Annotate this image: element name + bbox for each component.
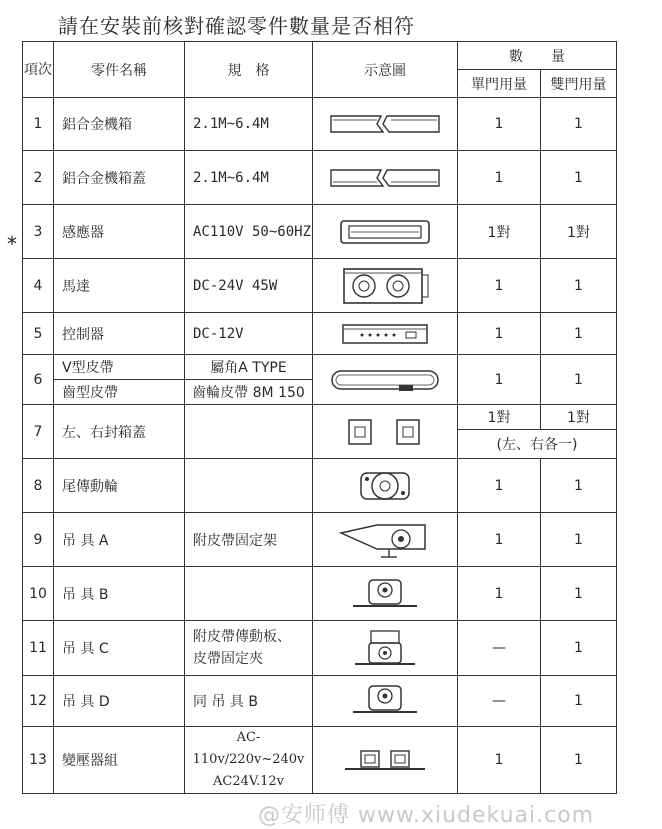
part-name: 變壓器組 (54, 727, 185, 794)
table-row (23, 676, 617, 727)
qty-double: 1 (541, 355, 617, 405)
header-single: 單門用量 (458, 70, 541, 98)
table-row (23, 151, 617, 205)
header-row (23, 42, 617, 70)
part-spec: 屬角A TYPE (185, 355, 313, 380)
table-row (23, 621, 617, 676)
table-row (23, 567, 617, 621)
table-row (23, 313, 617, 355)
item-no: 3 (23, 205, 54, 259)
item-no: 2 (23, 151, 54, 205)
part-name: 鋁合金機箱蓋 (54, 151, 185, 205)
idler-pulley-drawing (313, 459, 458, 513)
aluminum-housing-drawing (313, 98, 458, 151)
qty-double: 1 (541, 567, 617, 621)
qty-double: 1對 (541, 205, 617, 259)
qty-double: 1 (541, 676, 617, 727)
table-row (23, 98, 617, 151)
part-spec-secondary: 齒輪皮帶 8M 150 (185, 380, 313, 405)
part-spec: 2.1M~6.4M (185, 98, 313, 151)
table-row (23, 513, 617, 567)
qty-double: 1 (541, 459, 617, 513)
part-name: 吊 具 A (54, 513, 185, 567)
qty-double: 1 (541, 727, 617, 794)
item-no: 12 (23, 676, 54, 727)
qty-single: 1 (458, 567, 541, 621)
part-name: 吊 具 B (54, 567, 185, 621)
header-name: 零件名稱 (54, 42, 185, 98)
item-no: 13 (23, 727, 54, 794)
table-row (23, 355, 617, 380)
hanger-b-drawing (313, 567, 458, 621)
page-title: 請在安裝前核對確認零件數量是否相符 (58, 14, 415, 38)
qty-double: 1 (541, 151, 617, 205)
table-row (23, 405, 617, 430)
part-name: 馬達 (54, 259, 185, 313)
table-row (23, 205, 617, 259)
qty-single: 1 (458, 259, 541, 313)
item-no: 8 (23, 459, 54, 513)
header-diagram: 示意圖 (313, 42, 458, 98)
hanger-d-drawing (313, 676, 458, 727)
transformer-drawing (313, 727, 458, 794)
qty-single: 1 (458, 727, 541, 794)
part-name: 感應器 (54, 205, 185, 259)
item-no: 11 (23, 621, 54, 676)
item-no: 10 (23, 567, 54, 621)
part-name: 吊 具 C (54, 621, 185, 676)
part-name: 控制器 (54, 313, 185, 355)
star-marker: * (7, 232, 17, 256)
part-spec: 附皮帶固定架 (185, 513, 313, 567)
part-spec: 同 吊 具 B (185, 676, 313, 727)
qty-note: (左、右各一) (458, 430, 617, 459)
header-spec: 規 格 (185, 42, 313, 98)
motor-drawing (313, 259, 458, 313)
header-double: 雙門用量 (541, 70, 617, 98)
item-no: 4 (23, 259, 54, 313)
qty-single: 1 (458, 355, 541, 405)
part-spec (185, 459, 313, 513)
qty-single: 1對 (458, 205, 541, 259)
qty-single: 1 (458, 313, 541, 355)
qty-single: — (458, 676, 541, 727)
qty-single: — (458, 621, 541, 676)
hanger-a-drawing (313, 513, 458, 567)
table-row (23, 459, 617, 513)
sensor-drawing (313, 205, 458, 259)
belt-drawing (313, 355, 458, 405)
housing-cover-drawing (313, 151, 458, 205)
part-name: 左、右封箱蓋 (54, 405, 185, 459)
qty-double: 1 (541, 313, 617, 355)
qty-double: 1對 (541, 405, 617, 430)
qty-single: 1 (458, 513, 541, 567)
item-no: 1 (23, 98, 54, 151)
qty-single: 1 (458, 98, 541, 151)
watermark: @安师傅 www.xiudekuai.com (258, 803, 595, 828)
part-spec-line2: AC24V.12v (212, 774, 284, 789)
part-spec (185, 567, 313, 621)
item-no: 5 (23, 313, 54, 355)
part-spec: DC-24V 45W (185, 259, 313, 313)
parts-table (22, 41, 617, 794)
item-no: 7 (23, 405, 54, 459)
end-caps-drawing (313, 405, 458, 459)
part-spec-line1: 附皮帶傳動板、 (193, 629, 291, 645)
part-spec (185, 727, 313, 794)
header-item: 項次 (23, 42, 54, 98)
controller-drawing (313, 313, 458, 355)
qty-single: 1對 (458, 405, 541, 430)
part-name: 尾傳動輪 (54, 459, 185, 513)
part-spec: DC-12V (185, 313, 313, 355)
part-spec (185, 405, 313, 459)
part-name-secondary: 齒型皮帶 (54, 380, 185, 405)
part-spec-line2: 皮帶固定夾 (193, 651, 263, 667)
part-spec: 2.1M~6.4M (185, 151, 313, 205)
hanger-c-drawing (313, 621, 458, 676)
qty-double: 1 (541, 259, 617, 313)
part-name: V型皮帶 (54, 355, 185, 380)
item-no: 9 (23, 513, 54, 567)
header-quantity: 數 量 (458, 42, 617, 70)
part-name: 吊 具 D (54, 676, 185, 727)
qty-single: 1 (458, 151, 541, 205)
qty-double: 1 (541, 513, 617, 567)
table-row (23, 259, 617, 313)
part-spec (185, 621, 313, 676)
part-spec-line1: AC-110v/220v~240v (192, 730, 305, 767)
part-name: 鋁合金機箱 (54, 98, 185, 151)
table-row (23, 727, 617, 794)
item-no: 6 (23, 355, 54, 405)
qty-double: 1 (541, 621, 617, 676)
qty-double: 1 (541, 98, 617, 151)
qty-single: 1 (458, 459, 541, 513)
part-spec: AC110V 50~60HZ (185, 205, 313, 259)
